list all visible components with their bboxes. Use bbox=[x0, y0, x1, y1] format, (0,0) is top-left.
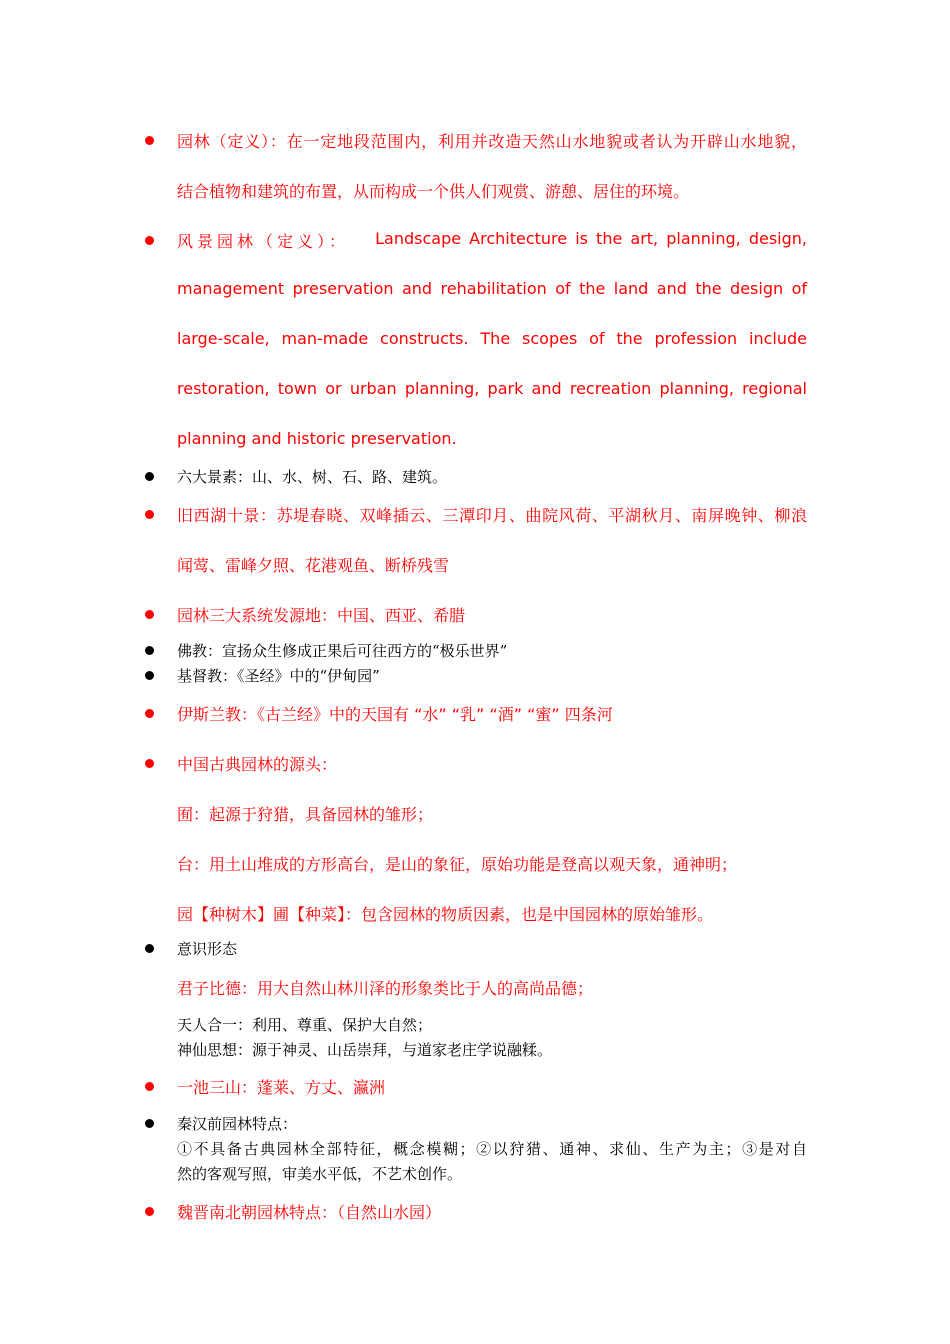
landscape-definition-line-1 bbox=[177, 229, 807, 252]
chinese-origin-yuan: 园【种树木】圃【种菜】：包含园林的物质因素，也是中国园林的原始雏形。 bbox=[177, 905, 714, 924]
bullet-icon bbox=[145, 646, 154, 655]
bullet-icon bbox=[145, 1082, 154, 1091]
ideology-tianren: 天人合一：利用、尊重、保护大自然； bbox=[177, 1016, 433, 1034]
ideology-title: 意识形态 bbox=[177, 940, 238, 958]
qin-han-line-2: 然的客观写照，审美水平低，不艺术创作。 bbox=[177, 1165, 463, 1183]
buddhism-text: 佛教：宣扬众生修成正果后可往西方的“极乐世界” bbox=[177, 642, 508, 660]
landscape-definition-line-3: large-scale, man-made constructs. The scopes of the profession include bbox=[177, 329, 807, 348]
west-lake-line-2: 闻莺、雷峰夕照、花港观鱼、断桥残雪 bbox=[177, 556, 450, 575]
west-lake-line-1: 旧西湖十景：苏堤春晓、双峰插云、三潭印月、曲院风荷、平湖秋月、南屏晚钟、柳浪 bbox=[177, 506, 807, 525]
landscape-definition-cn: 风景园林（定义）： bbox=[177, 232, 350, 251]
chinese-origin-tai: 台：用土山堆成的方形高台，是山的象征，原始功能是登高以观天象，通神明； bbox=[177, 855, 738, 874]
landscape-definition-en-1: Landscape Architecture is the art, planning, design, bbox=[375, 229, 807, 248]
bullet-icon bbox=[145, 136, 154, 145]
qin-han-line-1: ①不具备古典园林全部特征，概念模糊；②以狩猎、通神、求仙、生产为主；③是对自 bbox=[177, 1140, 807, 1158]
ideology-junzi: 君子比德：用大自然山林川泽的形象类比于人的高尚品德； bbox=[177, 979, 594, 998]
garden-definition-line-1: 园林（定义）：在一定地段范围内，利用并改造天然山水地貌或者认为开辟山水地貌， bbox=[177, 132, 807, 151]
chinese-origin-title: 中国古典园林的源头： bbox=[177, 755, 338, 774]
landscape-definition-line-4: restoration, town or urban planning, park and recreation planning, regional bbox=[177, 379, 807, 398]
landscape-definition-line-2: management preservation and rehabilitation of the land and the design of bbox=[177, 279, 807, 298]
bullet-icon bbox=[145, 1207, 154, 1216]
three-systems-text: 园林三大系统发源地：中国、西亚、希腊 bbox=[177, 606, 466, 625]
bullet-icon bbox=[145, 236, 154, 245]
six-elements-text: 六大景素：山、水、树、石、路、建筑。 bbox=[177, 468, 448, 486]
bullet-icon bbox=[145, 1119, 154, 1128]
ideology-shenxian: 神仙思想：源于神灵、山岳崇拜，与道家老庄学说融糅。 bbox=[177, 1041, 553, 1059]
one-pond-text: 一池三山：蓬莱、方丈、瀛洲 bbox=[177, 1078, 386, 1097]
bullet-icon bbox=[145, 944, 154, 953]
islam-text: 伊斯兰教：《古兰经》中的天国有 “水” “乳” “酒” “蜜” 四条河 bbox=[177, 705, 613, 724]
wei-jin-text: 魏晋南北朝园林特点：（自然山水园） bbox=[177, 1203, 442, 1222]
chinese-origin-you: 囿：起源于狩猎，具备园林的雏形； bbox=[177, 805, 434, 824]
bullet-icon bbox=[145, 709, 154, 718]
bullet-icon bbox=[145, 472, 154, 481]
bullet-icon bbox=[145, 759, 154, 768]
qin-han-title: 秦汉前园林特点： bbox=[177, 1115, 298, 1133]
landscape-definition-line-5: planning and historic preservation. bbox=[177, 429, 457, 448]
garden-definition-line-2: 结合植物和建筑的布置，从而构成一个供人们观赏、游憩、居住的环境。 bbox=[177, 182, 690, 201]
bullet-icon bbox=[145, 610, 154, 619]
bullet-icon bbox=[145, 671, 154, 680]
christianity-text: 基督教：《圣经》中的“伊甸园” bbox=[177, 667, 380, 685]
bullet-icon bbox=[145, 510, 154, 519]
